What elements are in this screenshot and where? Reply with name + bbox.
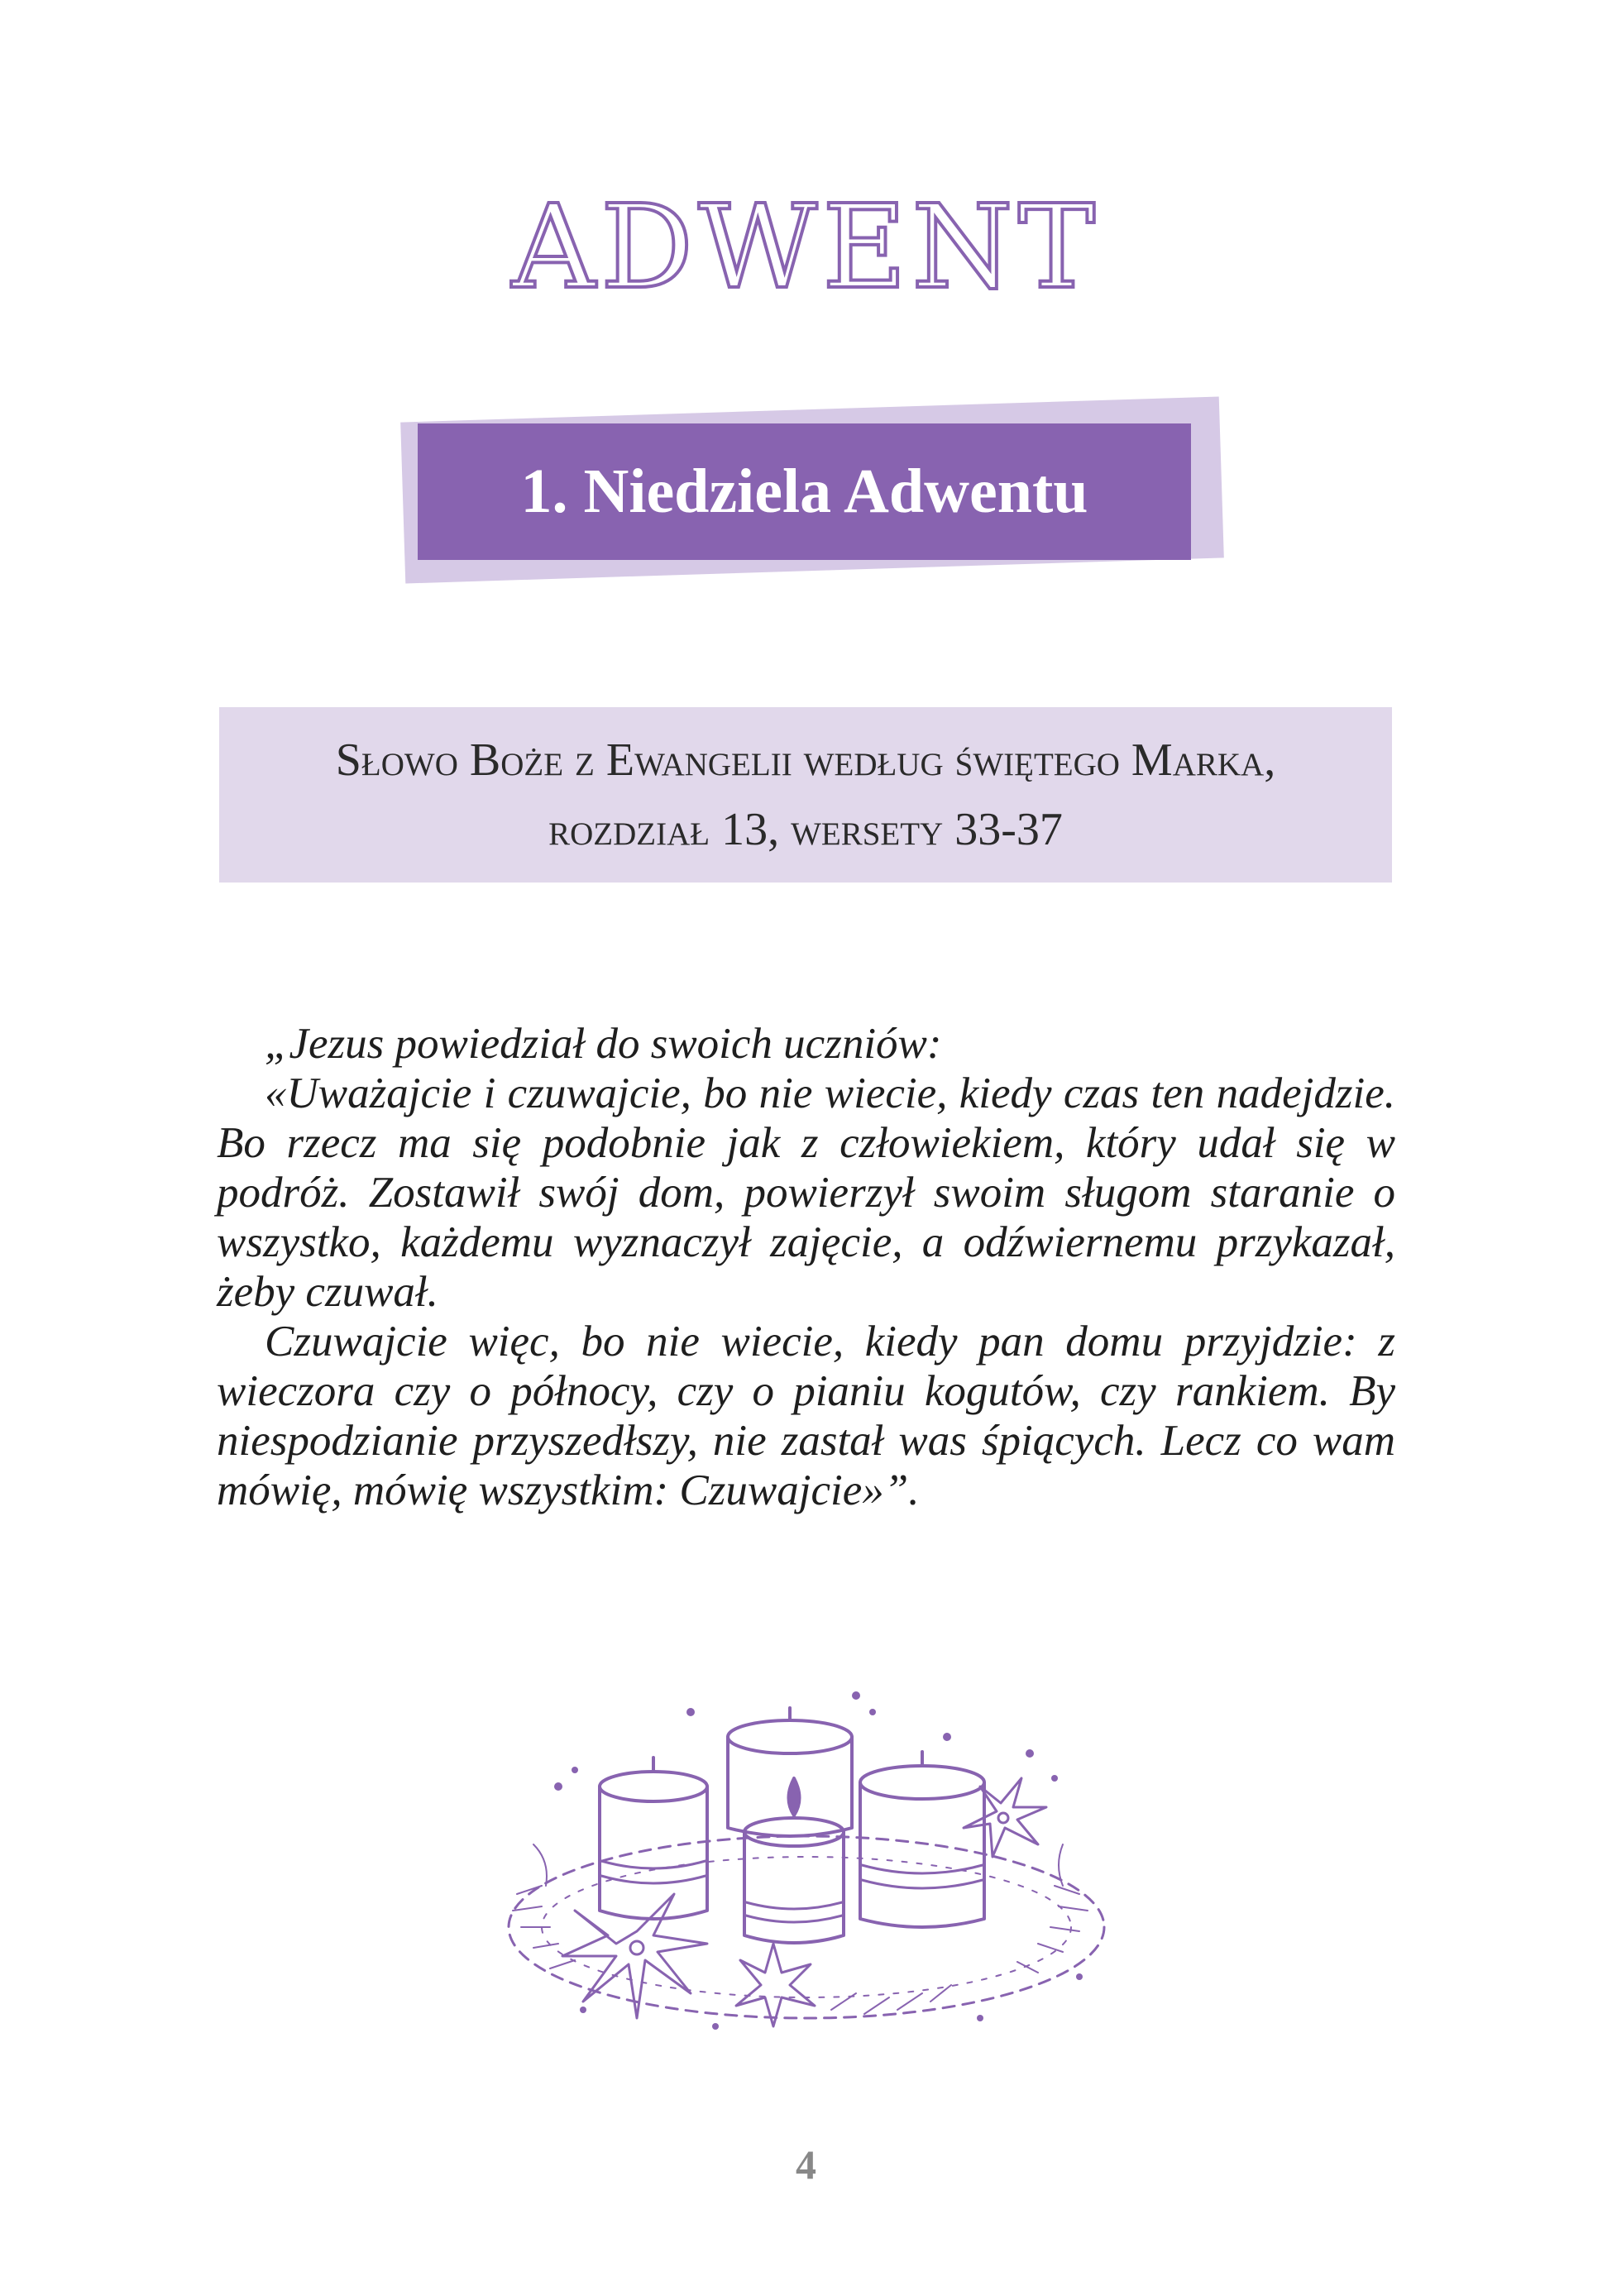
- sunday-title-badge: 1. Niedziela Adwentu: [418, 423, 1191, 560]
- gospel-passage: [217, 1019, 1395, 1515]
- source-line-2: rozdział 13, wersety 33-37: [548, 804, 1063, 855]
- passage-paragraph: Czuwajcie więc, bo nie wiecie, kiedy pan domu przyjdzie: z wieczora czy o północy, czy o pianiu kogutów, czy rankiem. By niespodzianie przyszedłszy, nie zastał was śpiących. Lecz co wam mówię, mówię wszystkim: Czuwajcie»”.: [217, 1318, 1395, 1514]
- section-title: ADWENT: [511, 180, 1101, 315]
- passage-paragraph: «Uważajcie i czuwajcie, bo nie wiecie, kiedy czas ten nadejdzie. Bo rzecz ma się podobnie jak z człowiekiem, który udał się w podróż. Zostawił swój dom, powierzył swoim sługom staranie o wszystko, każdemu wyznaczył zajęcie, a odźwiernemu przykazał, żeby czuwał.: [217, 1069, 1395, 1316]
- advent-wreath-icon: [484, 1662, 1129, 2051]
- source-line-1: Słowo Boże z Ewangelii według świętego Marka,: [335, 734, 1276, 786]
- scripture-source-box: [219, 707, 1392, 883]
- page-number: 4: [796, 2141, 816, 2188]
- passage-paragraph: „Jezus powiedział do swoich uczniów:: [265, 1020, 942, 1068]
